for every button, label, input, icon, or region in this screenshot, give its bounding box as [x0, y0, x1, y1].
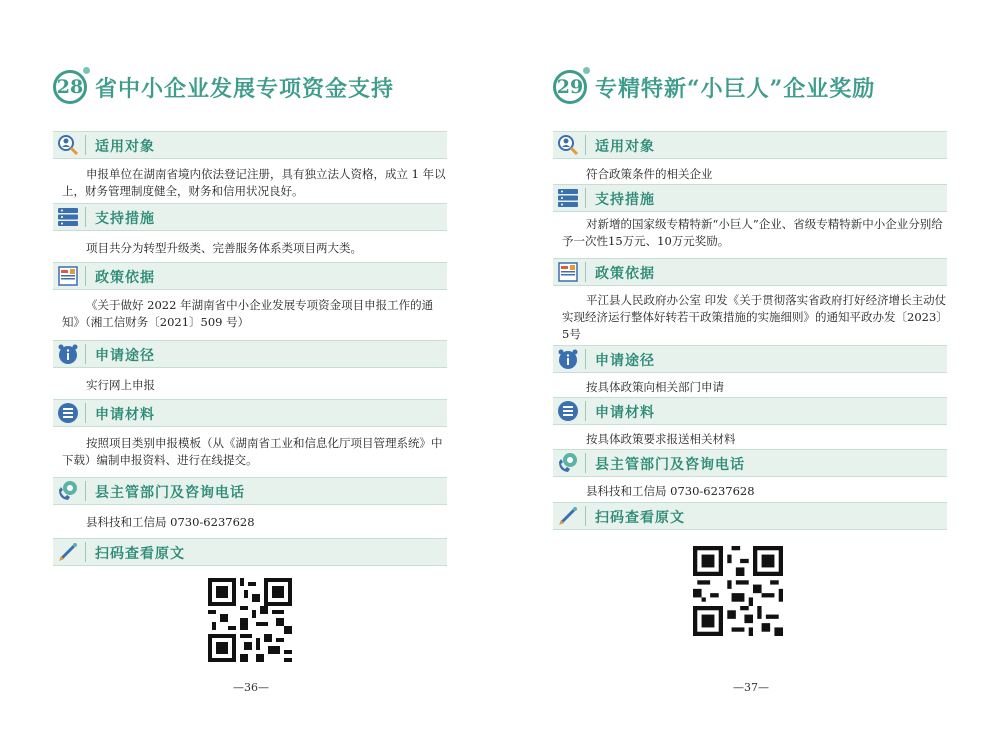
info-alarm-icon: [553, 346, 583, 372]
item-number-badge: 29: [553, 70, 587, 104]
section-label: 适用对象: [95, 139, 155, 155]
section-header-scan: [53, 538, 447, 566]
section-body: 项目共分为转型升级类、完善服务体系类项目两大类。: [86, 241, 362, 255]
section-body: 按具体政策要求报送相关材料: [586, 432, 736, 446]
section-label: 政策依据: [95, 270, 155, 286]
phone-icon: [553, 450, 583, 476]
section-header-contact: [53, 477, 447, 505]
section-body: 按照项目类别申报模板（从《湖南省工业和信息化厅项目管理系统》中下载）编制申报资料、进行在线提交。: [62, 436, 443, 467]
section-label: 县主管部门及咨询电话: [95, 485, 245, 501]
section-body: 县科技和工信局 0730-6237628: [86, 515, 255, 529]
right-page: [500, 0, 1000, 736]
server-stack-icon: [553, 185, 583, 211]
section-body: 《关于做好 2022 年湖南省中小企业发展专项资金项目申报工作的通知》（湘工信财务〔2021〕509 号）: [62, 298, 434, 329]
section-label: 支持措施: [595, 192, 655, 208]
item-number-badge: 28: [53, 70, 87, 104]
section-header-measures: [53, 203, 447, 231]
section-label: 支持措施: [95, 211, 155, 227]
section-header-channel: [53, 340, 447, 368]
search-person-icon: [553, 132, 583, 158]
section-body: 对新增的国家级专精特新“小巨人”企业、省级专精特新中小企业分别给予一次性15万元、10万元奖励。: [562, 217, 943, 248]
section-label: 申请材料: [95, 407, 155, 423]
section-body: 平江县人民政府办公室 印发《关于贯彻落实省政府打好经济增长主动仗实现经济运行整体好转若干政策措施的实施细则》的通知平政办发〔2023〕5号: [562, 293, 947, 341]
page-title: [553, 70, 875, 104]
section-header-policy: [53, 262, 447, 290]
section-header-channel: [553, 345, 947, 373]
pen-icon: [553, 503, 583, 529]
page-number: —37—: [733, 681, 769, 694]
phone-icon: [53, 478, 83, 504]
section-header-target: [53, 131, 447, 159]
qr-code[interactable]: [693, 546, 783, 636]
section-header-policy: [553, 258, 947, 286]
document-chart-icon: [53, 263, 83, 289]
section-header-target: [553, 131, 947, 159]
section-label: 扫码查看原文: [595, 510, 685, 526]
section-header-measures: [553, 184, 947, 212]
section-body: 按具体政策向相关部门申请: [586, 380, 724, 394]
page-title-text: 省中小企业发展专项资金支持: [95, 75, 395, 102]
section-body: 实行网上申报: [86, 378, 155, 392]
qr-code[interactable]: [208, 578, 292, 662]
search-person-icon: [53, 132, 83, 158]
document-chart-icon: [553, 259, 583, 285]
section-label: 政策依据: [595, 266, 655, 282]
section-header-scan: [553, 502, 947, 530]
server-stack-icon: [53, 204, 83, 230]
section-label: 扫码查看原文: [95, 546, 185, 562]
section-body: 符合政策条件的相关企业: [586, 167, 713, 181]
section-body: 申报单位在湖南省境内依法登记注册，具有独立法人资格，成立 1 年以上，财务管理制度健全，财务和信用状况良好。: [62, 167, 446, 198]
section-label: 适用对象: [595, 139, 655, 155]
section-label: 申请途径: [595, 353, 655, 369]
pen-icon: [53, 539, 83, 565]
section-label: 申请材料: [595, 405, 655, 421]
page-title-text: 专精特新“小巨人”企业奖励: [595, 75, 876, 102]
list-document-icon: [553, 398, 583, 424]
info-alarm-icon: [53, 341, 83, 367]
section-label: 县主管部门及咨询电话: [595, 457, 745, 473]
page-number: —36—: [233, 681, 269, 694]
list-document-icon: [53, 400, 83, 426]
section-header-contact: [553, 449, 947, 477]
section-header-materials: [53, 399, 447, 427]
section-label: 申请途径: [95, 348, 155, 364]
page-title: [53, 70, 394, 104]
section-header-materials: [553, 397, 947, 425]
section-body: 县科技和工信局 0730-6237628: [586, 484, 755, 498]
